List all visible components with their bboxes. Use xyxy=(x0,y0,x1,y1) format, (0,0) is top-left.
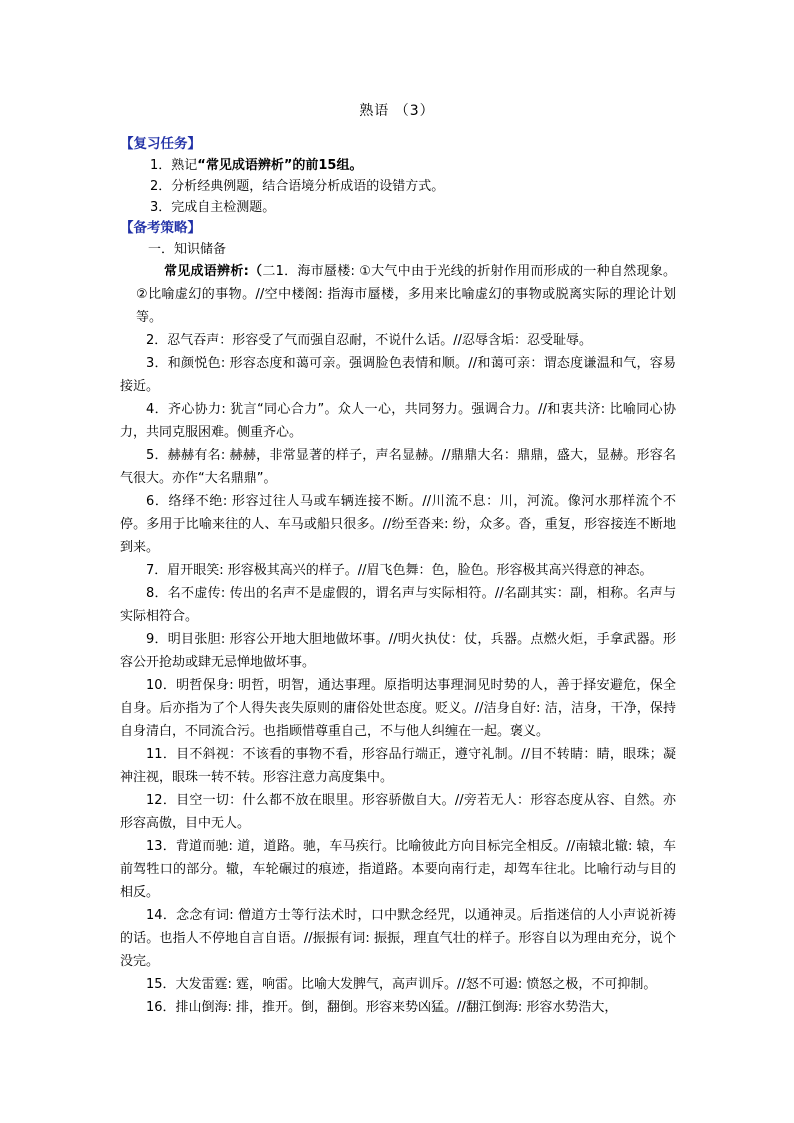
idiom-entry-14: 14．念念有词: 僧道方士等行法术时，口中默念经咒，以通神灵。后指迷信的人小声说祈祷的话。也指人不停地自言自语。//振振有词: 振振，理直气壮的样子。形容自以为理由充分，说个没完。 xyxy=(120,908,676,969)
idiom-entry-1-text: 二1．海市蜃楼: ①大气中由于光线的折射作用而形成的一种自然现象。②比喻虚幻的事物。//空中楼阁: 指海市蜃楼，多用来比喻虚幻的事物或脱离实际的理论计划等。 xyxy=(136,264,676,325)
idiom-entry-4: 4．齐心协力: 犹言“同心合力”。众人一心，共同努力。强调合力。//和衷共济: 比喻同心协力，共同克服困难。侧重齐心。 xyxy=(120,402,676,440)
task-item-1 xyxy=(120,155,676,176)
page-title: 熟语 （3） xyxy=(359,103,435,119)
idiom-entry-5: 5．赫赫有名: 赫赫，非常显著的样子，声名显赫。//鼎鼎大名：鼎鼎，盛大，显赫。形容名气很大。亦作“大名鼎鼎”。 xyxy=(120,448,676,486)
task-item-3: 3．完成自主检测题。 xyxy=(150,200,276,215)
idiom-entry-6: 6．络绎不绝: 形容过往人马或车辆连接不断。//川流不息：川，河流。像河水那样流个不停。多用于比喻来往的人、车马或船只很多。//纷至沓来: 纷，众多。沓，重复，形容接连不断地到来。 xyxy=(120,494,676,555)
section-heading-review: 【复习任务】 xyxy=(120,136,201,152)
idiom-entry-12: 12．目空一切：什么都不放在眼里。形容骄傲自大。//旁若无人：形容态度从容、自然。亦形容高傲，目中无人。 xyxy=(120,793,676,831)
idiom-entry-2: 2．忍气吞声：形容受了气而强自忍耐，不说什么话。//忍辱含垢：忍受耻辱。 xyxy=(146,333,593,348)
task-item-2: 2．分析经典例题，结合语境分析成语的设错方式。 xyxy=(150,179,445,194)
idiom-entry-15: 15．大发雷霆: 霆，响雷。比喻大发脾气，高声训斥。//怒不可遏: 愤怒之极，不可抑制。 xyxy=(146,977,657,992)
task-item-1-bold: “常见成语辨析”的前15组。 xyxy=(197,158,363,173)
idiom-entry-10: 10．明哲保身: 明哲，明智，通达事理。原指明达事理洞见时势的人，善于择安避危，保全自身。后亦指为了个人得失丧失原则的庸俗处世态度。贬义。//洁身自好: 洁，洁身，干净，保持自身清白，不同流合污。也指顾惜尊重自己，不与他人纠缠在一起。褒义。 xyxy=(120,678,676,739)
idiom-entry-8: 8．名不虚传: 传出的名声不是虚假的，谓名声与实际相符。//名副其实：副，相称。名声与实际相符合。 xyxy=(120,586,676,624)
idiom-entry-7: 7．眉开眼笑: 形容极其高兴的样子。//眉飞色舞：色，脸色。形容极其高兴得意的神态。 xyxy=(146,563,653,578)
idiom-intro-label: 常见成语辨析:（ xyxy=(164,264,263,279)
idiom-entry-3: 3．和颜悦色: 形容态度和蔼可亲。强调脸色表情和顺。//和蔼可亲：谓态度谦温和气，容易接近。 xyxy=(120,356,676,394)
idiom-entry-1 xyxy=(120,260,676,329)
section-heading-strategy: 【备考策略】 xyxy=(120,220,201,236)
idiom-entry-9: 9．明目张胆: 形容公开地大胆地做坏事。//明火执仗：仗，兵器。点燃火炬，手拿武器。形容公开抢劫或肆无忌惮地做坏事。 xyxy=(120,632,676,670)
subheading-knowledge: 一．知识储备 xyxy=(148,242,227,257)
idiom-entry-11: 11．目不斜视：不该看的事物不看，形容品行端正，遵守礼制。//目不转睛：睛，眼珠；凝神注视，眼珠一转不转。形容注意力高度集中。 xyxy=(120,747,676,785)
idiom-entry-13: 13．背道而驰: 道，道路。驰，车马疾行。比喻彼此方向目标完全相反。//南辕北辙: 辕，车前驾牲口的部分。辙，车轮碾过的痕迹，指道路。本要向南行走，却驾车往北。比喻行动与目的相反。 xyxy=(120,839,676,900)
document-body xyxy=(120,134,676,1019)
idiom-entry-16: 16．排山倒海: 排，推开。倒，翻倒。形容来势凶猛。//翻江倒海: 形容水势浩大， xyxy=(146,1000,618,1015)
task-item-1-prefix: 1．熟记 xyxy=(150,158,198,173)
